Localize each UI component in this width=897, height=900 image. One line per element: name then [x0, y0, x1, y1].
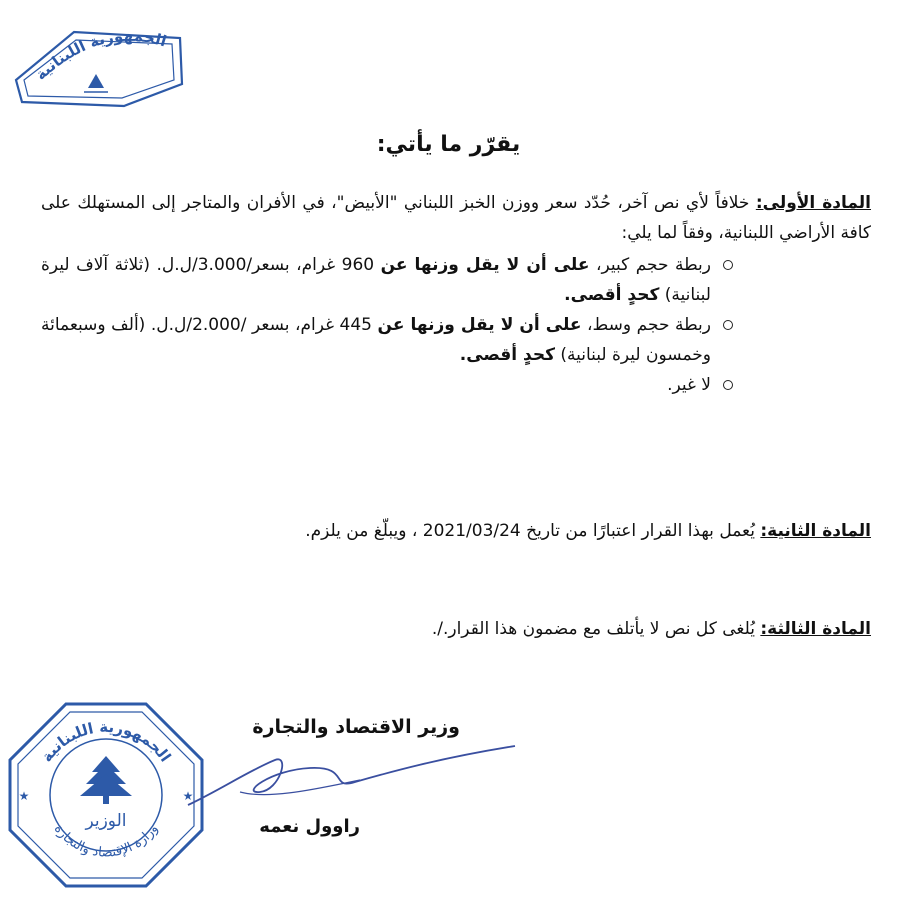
- svg-text:الوزير: الوزير: [85, 811, 127, 831]
- circle-bullet-icon: [723, 380, 733, 390]
- article-3: [41, 614, 871, 644]
- article-3-text: يُلغى كل نص لا يأتلف مع مضمون هذا القرار./.: [431, 619, 755, 639]
- minister-name: راوول نعمه: [259, 816, 360, 837]
- article-1-title: المادة الأولى:: [755, 193, 871, 213]
- svg-text:★: ★: [18, 789, 30, 803]
- article-3-title: المادة الثالثة:: [760, 619, 871, 639]
- list-item: ربطة حجم وسط، على أن لا يقل وزنها عن 445 غرام، بسعر /2.000/ل.ل. (ألف وسبعمائة وخمسون ليرة لبنانية) كحدٍ أقصى.: [41, 310, 711, 370]
- minister-title: وزير الاقتصاد والتجارة: [252, 716, 460, 738]
- circle-bullet-icon: [723, 260, 733, 270]
- decree-heading: يقرّر ما يأتي:: [376, 132, 521, 157]
- svg-text:وزارة الإقتصاد والتجارة: وزارة الإقتصاد والتجارة: [50, 821, 162, 861]
- article-1: [41, 188, 871, 400]
- article-2: [41, 516, 871, 546]
- svg-text:★: ★: [182, 789, 194, 803]
- list-item: ربطة حجم كبير، على أن لا يقل وزنها عن 960 غرام، بسعر/3.000/ل.ل. (ثلاثة آلاف ليرة لبنانية) كحدٍ أقصى.: [41, 250, 711, 310]
- list-item: لا غير.: [41, 370, 711, 400]
- article-1-intro: [41, 188, 871, 248]
- article-1-text: خلافاً لأي نص آخر، حُدّد سعر ووزن الخبز اللبناني "الأبيض"، في الأفران والمتاجر إلى المستهلك على كافة الأراضي اللبنانية، وفقاً لما يلي:: [41, 193, 871, 243]
- article-1-list: [41, 250, 871, 400]
- article-2-text: يُعمل بهذا القرار اعتبارًا من تاريخ 2021/03/24 ، ويبلّغ من يلزم.: [305, 521, 755, 541]
- svg-text:الجمهورية اللبنانية: الجمهورية اللبنانية: [31, 26, 169, 84]
- republic-stamp-top: [4, 10, 194, 110]
- circle-bullet-icon: [723, 320, 733, 330]
- svg-text:الجمهورية اللبنانية: الجمهورية اللبنانية: [37, 717, 175, 766]
- handwritten-signature: [180, 730, 520, 820]
- ministry-stamp: [6, 700, 206, 890]
- article-2-title: المادة الثانية:: [760, 521, 871, 541]
